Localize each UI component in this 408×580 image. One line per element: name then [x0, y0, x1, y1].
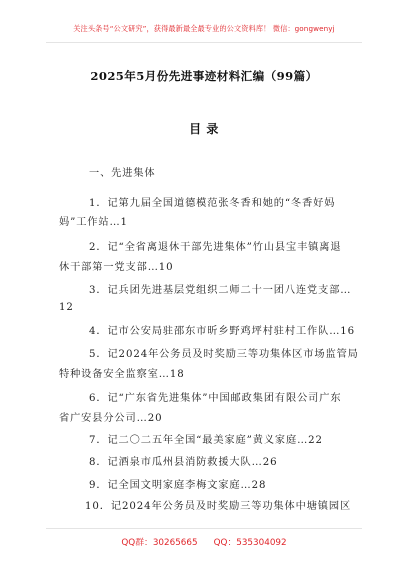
toc-entry-9-line1[interactable]: 9．记全国文明家庭李梅文家庭…28	[89, 480, 267, 491]
header-divider	[46, 42, 362, 43]
header-banner: 关注头条号“公文研究”，获得最新最全最专业的公文资料库！ 微信：gongwenyj	[73, 24, 335, 33]
footer-divider	[46, 528, 362, 529]
toc-entry-3-line1[interactable]: 3．记兵团先进基层党组织二师二十一团八连党支部…	[89, 285, 352, 296]
footer-qq-number: QQ：535304092	[213, 538, 287, 548]
toc-entry-1-line2[interactable]: 妈”工作站…1	[59, 217, 128, 228]
toc-entry-6-line1[interactable]: 6．记“广东省先进集体”中国邮政集团有限公司广东	[89, 393, 342, 404]
toc-entry-6-line2[interactable]: 省广安县分公司…20	[59, 413, 163, 424]
footer-qq-group: QQ群：30265665	[121, 538, 198, 548]
toc-entry-5-line1[interactable]: 5．记2024年公务员及时奖励三等功集体区市场监管局	[89, 349, 359, 360]
toc-entry-2-line1[interactable]: 2．记“全省离退休干部先进集体”竹山县宝丰镇离退	[89, 242, 342, 253]
toc-entry-5-line2[interactable]: 特种设备安全监察室…18	[59, 369, 185, 380]
footer-contact	[0, 535, 408, 548]
toc-section-title: 一、先进集体	[89, 168, 156, 179]
toc-heading: 目 录	[189, 122, 219, 136]
toc-entry-4-line1[interactable]: 4．记市公安局驻邵东市昕乡野鸡坪村驻村工作队…16	[89, 326, 356, 337]
toc-entry-3-line2[interactable]: 12	[59, 302, 74, 313]
document-title: 2025年5月份先进事迹材料汇编（99篇）	[90, 69, 318, 83]
toc-entry-2-line2[interactable]: 休干部第一党支部…10	[59, 262, 174, 273]
toc-entry-8-line1[interactable]: 8．记酒泉市瓜州县消防救援大队…26	[89, 457, 278, 468]
toc-entry-10-line1[interactable]: 10．记2024年公务员及时奖励三等功集体中塘镇园区	[85, 501, 352, 512]
toc-entry-7-line1[interactable]: 7．记二〇二五年全国“最美家庭”黄义家庭…22	[89, 435, 323, 446]
toc-entry-1-line1[interactable]: 1．记第九届全国道德模范张冬香和她的“冬香好妈	[89, 198, 336, 209]
